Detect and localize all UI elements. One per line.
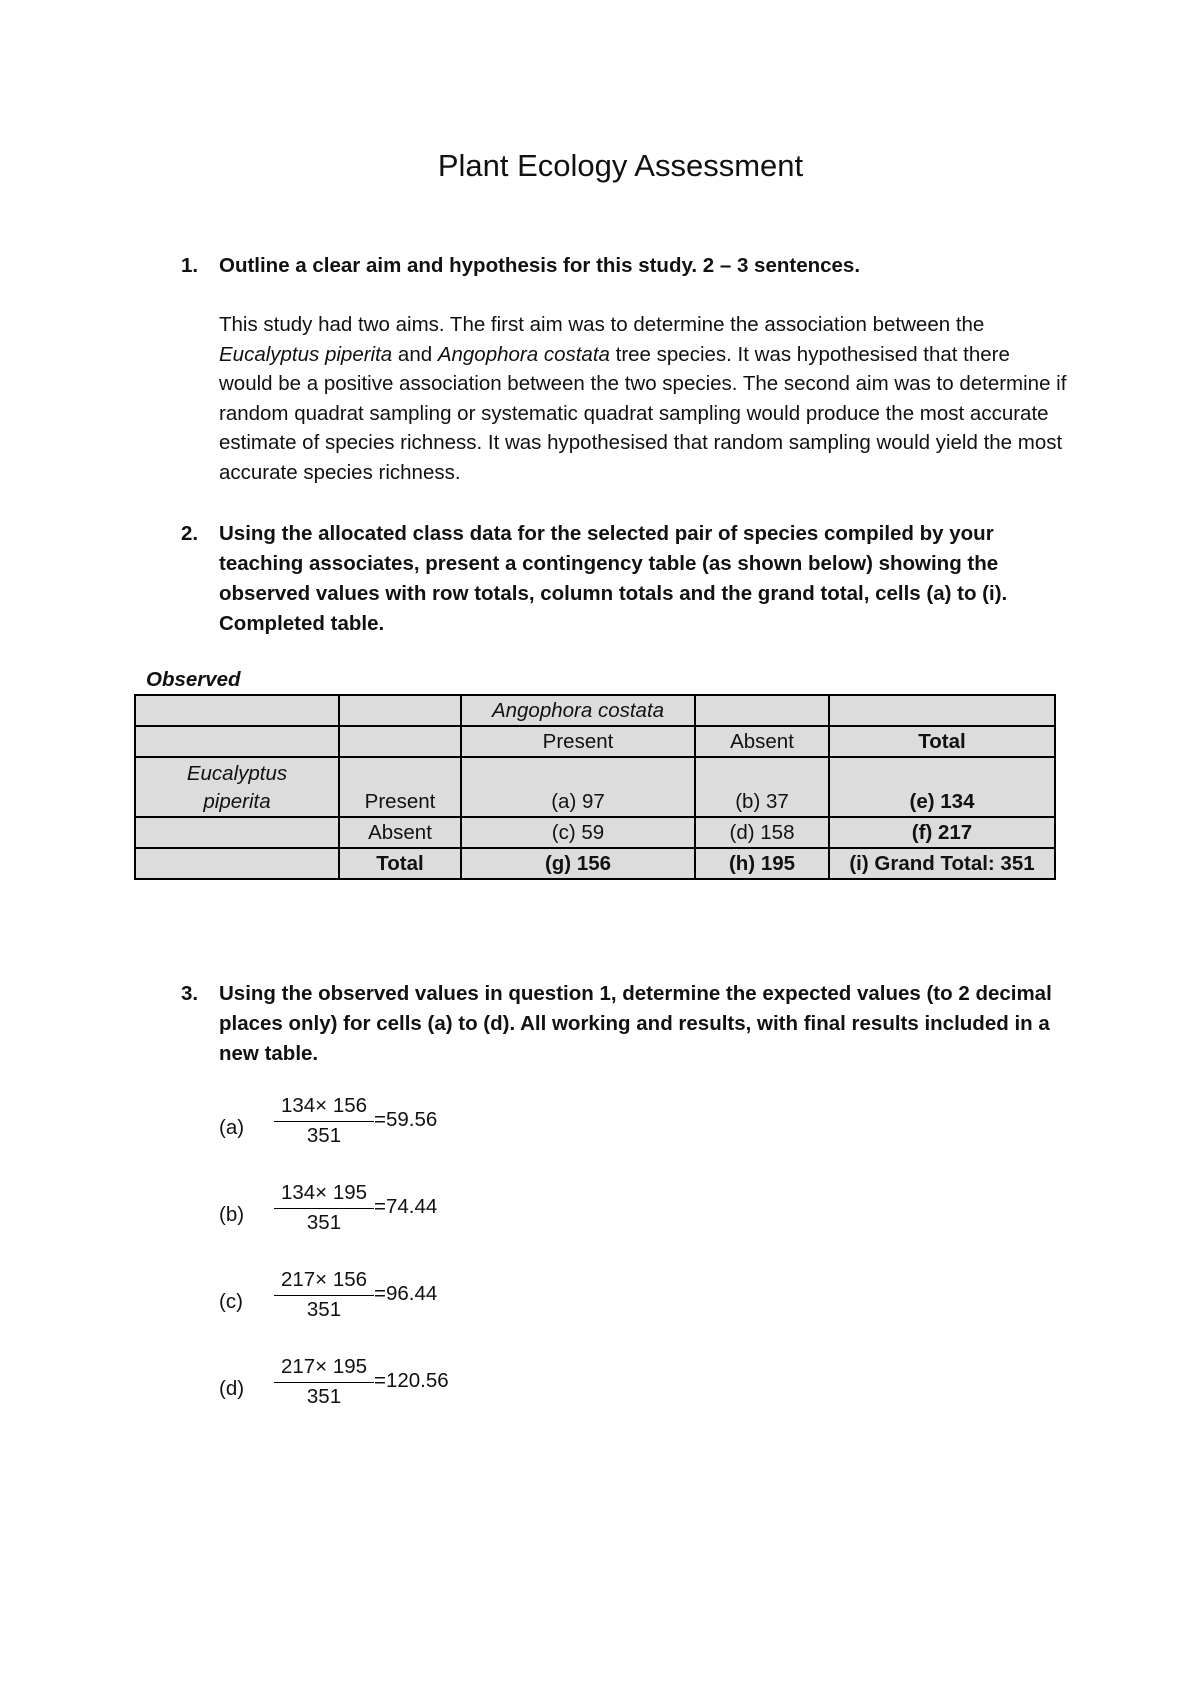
answer-1 bbox=[219, 310, 1069, 487]
numerator: 217× 195 bbox=[274, 1355, 374, 1383]
equation-result: =74.44 bbox=[374, 1195, 438, 1218]
table-row bbox=[135, 726, 1055, 757]
numerator: 134× 195 bbox=[274, 1181, 374, 1209]
cell-f: (f) 217 bbox=[829, 817, 1055, 848]
species-angophora: Angophora costata bbox=[437, 342, 610, 366]
question-2 bbox=[183, 519, 1063, 639]
cell-d: (d) 158 bbox=[695, 817, 829, 848]
equation-label: (c) bbox=[219, 1290, 243, 1313]
table-row bbox=[135, 848, 1055, 879]
table-cell-empty bbox=[135, 695, 339, 726]
answer-1-and: and bbox=[392, 342, 438, 366]
equation-result: =120.56 bbox=[374, 1369, 449, 1392]
cell-e: (e) 134 bbox=[829, 757, 1055, 817]
equation-result: =59.56 bbox=[374, 1108, 438, 1131]
row-total-header: Total bbox=[339, 848, 461, 879]
cell-b: (b) 37 bbox=[695, 757, 829, 817]
question-2-number: 2. bbox=[181, 522, 199, 545]
cell-g: (g) 156 bbox=[461, 848, 695, 879]
cell-c: (c) 59 bbox=[461, 817, 695, 848]
table-cell-empty bbox=[135, 848, 339, 879]
col-present-header: Present bbox=[461, 726, 695, 757]
table-cell-empty bbox=[135, 726, 339, 757]
equation-result: =96.44 bbox=[374, 1282, 438, 1305]
denominator: 351 bbox=[306, 1124, 342, 1147]
question-2-text: Using the allocated class data for the selected pair of species compiled by your teaching associates, present a contingency table (as shown below) showing the observed values with row totals, column totals and the grand total, cells (a) to (i). Completed table. bbox=[219, 522, 1008, 635]
fraction bbox=[274, 1181, 374, 1235]
denominator: 351 bbox=[306, 1211, 342, 1234]
col-species-header: Angophora costata bbox=[461, 695, 695, 726]
fraction bbox=[274, 1355, 374, 1409]
cell-h: (h) 195 bbox=[695, 848, 829, 879]
question-3-text: Using the observed values in question 1, determine the expected values (to 2 decimal places only) for cells (a) to (d). All working and results, with final results included in a new table. bbox=[219, 982, 1052, 1065]
denominator: 351 bbox=[306, 1385, 342, 1408]
table-cell-empty bbox=[695, 695, 829, 726]
question-1-text: Outline a clear aim and hypothesis for this study. 2 – 3 sentences. bbox=[219, 254, 861, 277]
table-cell-empty bbox=[339, 726, 461, 757]
col-absent-header: Absent bbox=[695, 726, 829, 757]
contingency-table bbox=[134, 694, 1056, 880]
cell-i: (i) Grand Total: 351 bbox=[829, 848, 1055, 879]
fraction bbox=[274, 1094, 374, 1148]
equation-label: (b) bbox=[219, 1203, 245, 1226]
numerator: 134× 156 bbox=[274, 1094, 374, 1122]
page-title: Plant Ecology Assessment bbox=[437, 148, 804, 183]
observed-label: Observed bbox=[146, 668, 241, 691]
row-present-header: Present bbox=[339, 757, 461, 817]
question-3-number: 3. bbox=[181, 982, 199, 1005]
species-eucalyptus: Eucalyptus piperita bbox=[219, 342, 393, 366]
table-cell-empty bbox=[829, 695, 1055, 726]
answer-1-part-1: This study had two aims. The first aim was to determine the association between the bbox=[219, 313, 985, 336]
table-row bbox=[135, 757, 1055, 817]
answer-1-part-2: tree species. It was hypothesised that there would be a positive association between the two species. The second aim was to determine if random quadrat sampling or systematic quadrat sampling would produce the most accurate estimate of species richness. It was hypothesised that random sampling would yield the most accurate species richness. bbox=[219, 342, 1067, 484]
equation-label: (d) bbox=[219, 1377, 245, 1400]
row-absent-header: Absent bbox=[339, 817, 461, 848]
fraction bbox=[274, 1268, 374, 1322]
equation-label: (a) bbox=[219, 1116, 245, 1139]
table-cell-empty bbox=[135, 817, 339, 848]
question-1 bbox=[183, 251, 1063, 281]
cell-a: (a) 97 bbox=[461, 757, 695, 817]
question-3 bbox=[183, 979, 1063, 1069]
question-1-number: 1. bbox=[181, 254, 199, 277]
col-total-header: Total bbox=[829, 726, 1055, 757]
table-cell-empty bbox=[339, 695, 461, 726]
table-row bbox=[135, 695, 1055, 726]
denominator: 351 bbox=[306, 1298, 342, 1321]
numerator: 217× 156 bbox=[274, 1268, 374, 1296]
table-row bbox=[135, 817, 1055, 848]
row-species-header: Eucalyptus piperita bbox=[135, 757, 339, 817]
